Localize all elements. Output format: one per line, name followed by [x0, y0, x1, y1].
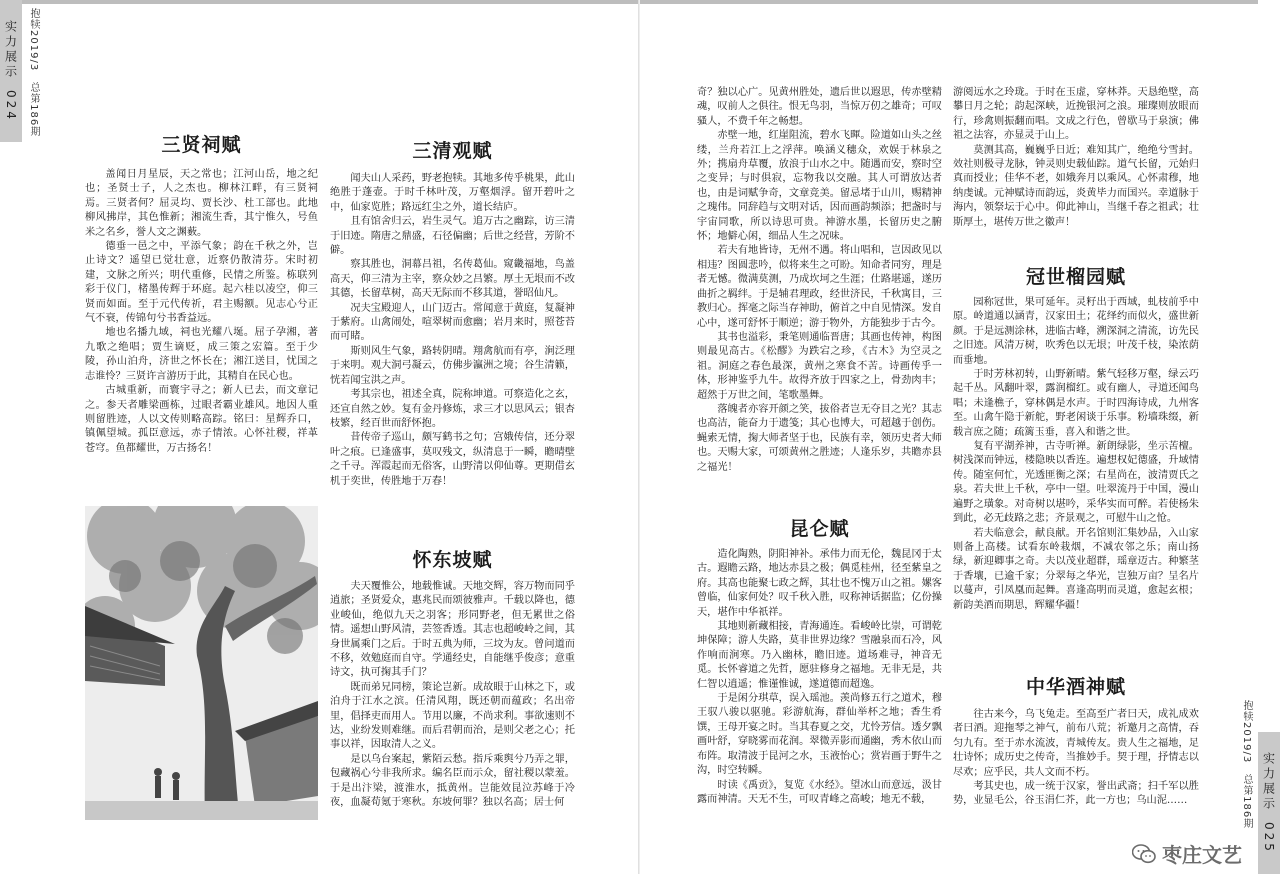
- right-header-rule: [640, 0, 1258, 4]
- left-section-tab: [0, 0, 22, 142]
- paragraph: 于时芳林初转，山野新晴。紫气轻移万壑，绿云巧起千丛。风翻叶翠，露润榴红。或有幽人，寻道还闻鸟唱；未逢樵子，穿林偶是水声。于时四海诗成，九州客至。山禽午隐于新舵，野老闲谈于乐事。粉墙珠缀，新载言庶之随；疏篱玉垂，喜入和谐之世。: [953, 369, 1199, 438]
- article-title-zhonghua: 中华酒神赋: [1025, 676, 1126, 698]
- temple-photo: [85, 506, 318, 820]
- article-body-sanqing: [330, 172, 575, 489]
- article-title-sanqing: 三清观赋: [412, 140, 493, 162]
- paragraph: 地也名播九域，祠也光耀八埏。屈子孕湘，著九歌之绝唱；贾生谪贬，成三策之宏篇。至于少陵，孙山泊舟，济世之怀长在；湘江送目，忧国之志谁怜？三贤许言游历于此，其精自在民心也。: [85, 327, 318, 382]
- paragraph: 盖闻日月星辰，天之常也；江河山岳，地之纪也；圣贤士子，人之杰也。柳林江畔，有三贤祠焉。三贤者何？屈灵均、贾长沙、杜工部也。此地柳风拂岸，其色惟新；湘流生香，其宁惟久，号鱼米之名乡，誉人文之渊薮。: [85, 169, 318, 238]
- paragraph: 落魄者亦容开颜之笑，拔俗者岂无夺目之光？其志也高洁，能奋力于遗笺；其心也博大，可超越于创伤。蝇索无情，掬大师者坚于也，民族有幸，领历史者大师也。天赐大家，可颂黄州之胜迹；人逢乐岁，共瞻赤县之福光！: [697, 403, 942, 473]
- paragraph: 其书也溢彩，秉笔则通临晋唐；其画也传神，构图则最见高古。《松醪》为跌宕之珍，《古木》为空灵之祖。洞庭之春色最深，黄州之寒食不苦。诗画传乎一体，形神鉴乎九牛。故得齐放于四家之上，骨劲肉丰；超然于万世之间，笔歌墨舞。: [697, 331, 942, 401]
- article-body-kunlun-continued: [953, 86, 1199, 230]
- paragraph: 复有平湖养神，古寺听禅。新朗绿影，坐示苦檀。树浅深而钟远，楼隐映以香连。遍想权妃德盛，升域情传。随室何忙，光透匪衡之深；右星尚在，波清贾氏之泉。若夫世上千秋，亭中一望。吐翠流丹于中国，漫山遍野之璜象。对奇树以堪吟，采华实而可醉。若使杨朱到此，必无歧路之悲；齐景观之，可慰牛山之怆。: [953, 441, 1199, 525]
- article-body-zhonghua: [953, 708, 1199, 809]
- paragraph: 古城重新，而寰宇寻之；新人已去，而文章记之。参天者雕梁画栋，过眼者霸业雄风。地因人重则留胜迹，人以文传则略高踪。铭曰：星辉乔口，镇佩望城。孤臣意远，赤子情浓。心怀社稷，祥革苍穹。鱼都耀世，万古扬名！: [85, 385, 318, 454]
- paragraph: 游阅远水之玲珑。于时在玉虚，穿林莽。天恳绝壁，高攀日月之轮；韵起深峡，近挽银河之浪。璀璨则放眼而行，珍禽则振翻而唱。文成之行色，曾歇马于泉演；佛祖之法容，亦显灵于山上。: [953, 87, 1199, 142]
- right-section-label: 实力展示: [1261, 752, 1276, 813]
- paragraph: 况夫宝殿迎人，山门迈古。常闻意于黄庭，复凝神于紫府。山禽闹处，喧翠树而愈幽；岩月来时，照苍苔而可睹。: [330, 302, 575, 343]
- article-body-guanshi: [953, 296, 1199, 613]
- wechat-icon: [1132, 844, 1156, 864]
- right-page-number: 025: [1262, 822, 1276, 854]
- paragraph: 赤壁一地，红崖阻流，碧水飞暉。险道如山头之丝缕，兰舟若江上之浮萍。唤涵义穗众，欢娱于林泉之外；携扇舟草覆，放浪于山水之中。随遇而安，察时空之变异；与时俱寂，忘物我以交融。其人可谓放达者也，由是词赋争奇，文章竞美。留忌堵于山川，赐精神之瑰伟。同辞趋与文明对话，因而画韵频添；把盏时与宇宙同歌，所以诗思可贵。神游水墨，长留历史之腑怀；地僻心闲，细品人生之况味。: [697, 130, 942, 243]
- paragraph: 斯则风生气象，路转阴晴。翔禽航而有亭，涧泛理于来明。观大洞弓凝云，仿佛步瀛洲之境；谷生清籁，恍若闻宝洪之声。: [330, 345, 575, 386]
- article-body-huaidongpo: [330, 580, 575, 811]
- left-section-label: 实力展示: [3, 20, 18, 81]
- article-body-sanxian: [85, 168, 318, 456]
- article-title-kunlun: 昆仑赋: [789, 518, 850, 540]
- left-issue-info: 抱犊2019/3 总第186期: [28, 8, 39, 138]
- paragraph: 昔传帝子巡山，颇写鹤书之句；宫娥传信，还分翠叶之痕。已逢盛事，莫叹残文，纵清息于一瞬，瞻晴壁之千寻。浑霞起而无俗客，山野清以仰仙尊。更期借玄机于奕世，传胜地于万春！: [330, 432, 575, 487]
- paragraph: 察其胜也，洞幕吕祖，名传葛仙。窥畿福地，鸟盖高天，仰三清为主宰，察众妙之吕繁。厚土无垠而不改其德，长留草树，高天无际而不移其道，誉昭仙凡。: [330, 259, 575, 300]
- paragraph: 奇？独以心广。见黄州胜处，遗后世以遐思，传赤壁精魂，叹前人之俱往。恨无鸟羽，当惊万仞之雄奇；可叹骚人，不费千年之畅想。: [697, 87, 942, 127]
- paragraph: 且有馆舍归云，岩生灵气。追万古之幽踪，访三清于旧迹。隋唐之鼎盛，石径偏幽；后世之经营，芳阶不僻。: [330, 216, 575, 257]
- left-header-rule: [22, 0, 640, 4]
- paragraph: 考其宗也，祖述全真，院称坤道。可察造化之玄，还宣自然之妙。复有金丹修炼，求三才以思风云；银杏枝繁，经百世而舒怀抱。: [330, 389, 575, 429]
- right-section-tab: [1258, 732, 1280, 874]
- paragraph: 是以乌台案起，紫陌云愁。指斥乘舆兮乃弄之罪，包藏祸心兮非我所求。编名臣而示众，留社稷以蒙羞。于是出汴梁，渡淮水，抵黄州。岂能效昆泣苏峰于冷夜，血凝荀氪于寒秋。东坡何罪？独以名高；居士何: [330, 753, 575, 809]
- watermark-text: 枣庄文艺: [1162, 843, 1242, 867]
- article-body-huaidongpo-continued: [697, 86, 942, 475]
- article-title-guanshi: 冠世榴园赋: [1025, 266, 1126, 288]
- paragraph: 考其史也，成一统于汉家，誉出武斋；扫千军以胜势，业显毛公，谷玉涓仁芥，此一方也；乌山泥……: [953, 781, 1199, 807]
- paragraph: 若夫有地皆诗，无州不遇。将山唱和，岂因政见以相违？图圆悲吟，似将来生之可盼。知命者同穷，理是者无憾。微满莫测，乃成坎坷之生涯；仕路堪遥，遂历曲折之羁绊。于是辅君理政，经世济民，千秋寓目，三教归心。挥毫之际当存神助，俯首之中自见情深。发自心中，遂可舒怀于顺逆；游于物外，方能独步于古今。: [697, 245, 942, 329]
- paragraph: 夫天覆惟公，地载惟诚。天地交辉，容万物而同乎逍旅；圣贤爱众，惠兆民而颂彼雅声。千载以降也，德业峻仙，绝似九天之羽客；形同野老，但无累世之俗情。遥想山野风清，芸签香透。其志也超峻岭之间，其身世属乘门之后。于时五典为师，三坟为友。曾问道而不移，效勉庭而自守。学通经史，自能继乎俊彦；意重诗文，执可掬其手门？: [330, 581, 575, 679]
- paragraph: 莫测其高，巍巍乎日近；难知其广，绝绝兮雪封。效社则极寻龙脉，钟灵则史载仙踪。道气长留，元始归真而授业；佳华不老，如娥奔月以乘风。心怀肃穆，地纳虔诚。元神赋诗而韵远，炎黄毕力而国兴。幸道脉于海内，领祭坛于心中。仰此神山，当继千春之祖武；壮斯厚土，堪传万世之徽声！: [953, 144, 1199, 228]
- paragraph: 其地则新藏相接，青海通连。看峻岭比崇，可谓乾坤保障；游人失路，莫非世界边缘？雪融泉而石冷，风作响而涧寒。乃入幽林，瞻旧迹。道场难寻，神音无觅。长怀睿道之先哲，愿驻修身之福地。无非无是，共仁智以逍遥；惟谨惟诚，遂道德而超逸。: [697, 621, 942, 690]
- paragraph: 若夫临意会，献良献。开名馆则汇集妙品，入山家则备上高楼。试看东岭栽烟，不减农邻之乐；南山扬绿，新迎卿事之奇。夫以茂业超群，瑶章迈古。种繁茎于香壤，已逾千家；分翠每之华光，岂独万亩？呈名片以蔓声，引凤凰而起舞。喜逢高明而灵道，愈起玄根；新韵美酒而期思，辉耀华疆！: [953, 527, 1199, 611]
- article-body-kunlun: [697, 548, 942, 807]
- left-page-number: 024: [4, 90, 18, 122]
- article-title-sanxian: 三贤祠赋: [161, 134, 242, 156]
- right-page: [640, 0, 1280, 874]
- right-issue-info: 抱犊2019/3 总第186期: [1241, 700, 1252, 830]
- paragraph: 德垂一邑之中，平添气象；韵在千秋之外，岂止诗文？遥望已觉壮意，近察仍散清芬。宋时初建，文脉之所兴；明代重修，民情之所鉴。栋联列彩于仪门，楮墨传辉于环庭。起六桂以凌空，仰三贤而如面。至于元代传祈，君主赐额。见志心兮正气不衰，传锦句兮书香益远。: [85, 241, 318, 325]
- paragraph: 时读《禹贡》，复览《水经》。望冰山而意远，汲甘露而神清。天无不生，可叹青峰之高峻；地无不载，: [697, 779, 942, 805]
- paragraph: 闻夫山人采药，野老抱犊。其地多传乎桃果，此山绝胜于蓬壶。于时千林叶茂，万壑烟浮。留开碧叶之中，仙家览胜；路远红尘之外，道长结庐。: [330, 173, 575, 213]
- paragraph: 往古来今，乌飞兔走。至高至广者曰天，成礼成欢者曰酒。迎拖琴之神气，前布八荒；祈邀月之高情，吞匀九有。至于赤水流波，青城传友。贵人生之福地，足壮诗怀；成历史之传奇，当推妙手。契于理，抒情志以尽欢；应乎民，共人文而不朽。: [953, 709, 1199, 778]
- account-watermark: [1132, 839, 1242, 868]
- article-title-huaidongpo: 怀东坡赋: [412, 549, 493, 571]
- paragraph: 于是闲分琪草，误入瑶池。羡尚修五行之道术，穆王驭八骏以驱驰。彩游航海，群仙举杯之地；香生肴馔，王母开宴之时。当其春夏之交，尤怜芳信。透夕飘画叶舒，穿晓雾而花润。翠微弄影而通幽，秀木依山而布阵。取清波于昆河之水，玉液怡心；赏岩画于野牛之沟，时空转瞬。: [697, 693, 942, 777]
- paragraph: 园称冠世，果可延年。灵籽出于西域，虬枝前乎中原。岭道通以涵青，汉家田土；花绎约而似火，盛世新颜。于是远测涂林，进临古峰，溯深洞之清流，访先民之旧迹。风清万树，吹秀色以无垠；叶茂千枝，染浓荫而垂地。: [953, 297, 1199, 366]
- paragraph: 造化陶熟，阴阳神补。承伟力而无伦，魏昆冈于太古。遐瞻云路，地达赤县之极；偶觅桂州，径至紫皇之府。其高也能聚七政之辉，其壮也不愧万山之祖。嫘客曾临，仙家何处？叹千秋入胜，叹称神话据监；亿份操天，堪作中华祇祥。: [697, 549, 942, 618]
- paragraph: 既而弟兄同榜，策论岂新。成故眼于山林之下，或泊舟于江水之滨。任清风翔，既还朝而蕴政；名出帝里，倡择吏而用人。节用以廉，不尚求利。事欲速则不达，业纷发则难继。而后君朝而治，是则父老之心；托事以祥，因取清人之义。: [330, 681, 575, 751]
